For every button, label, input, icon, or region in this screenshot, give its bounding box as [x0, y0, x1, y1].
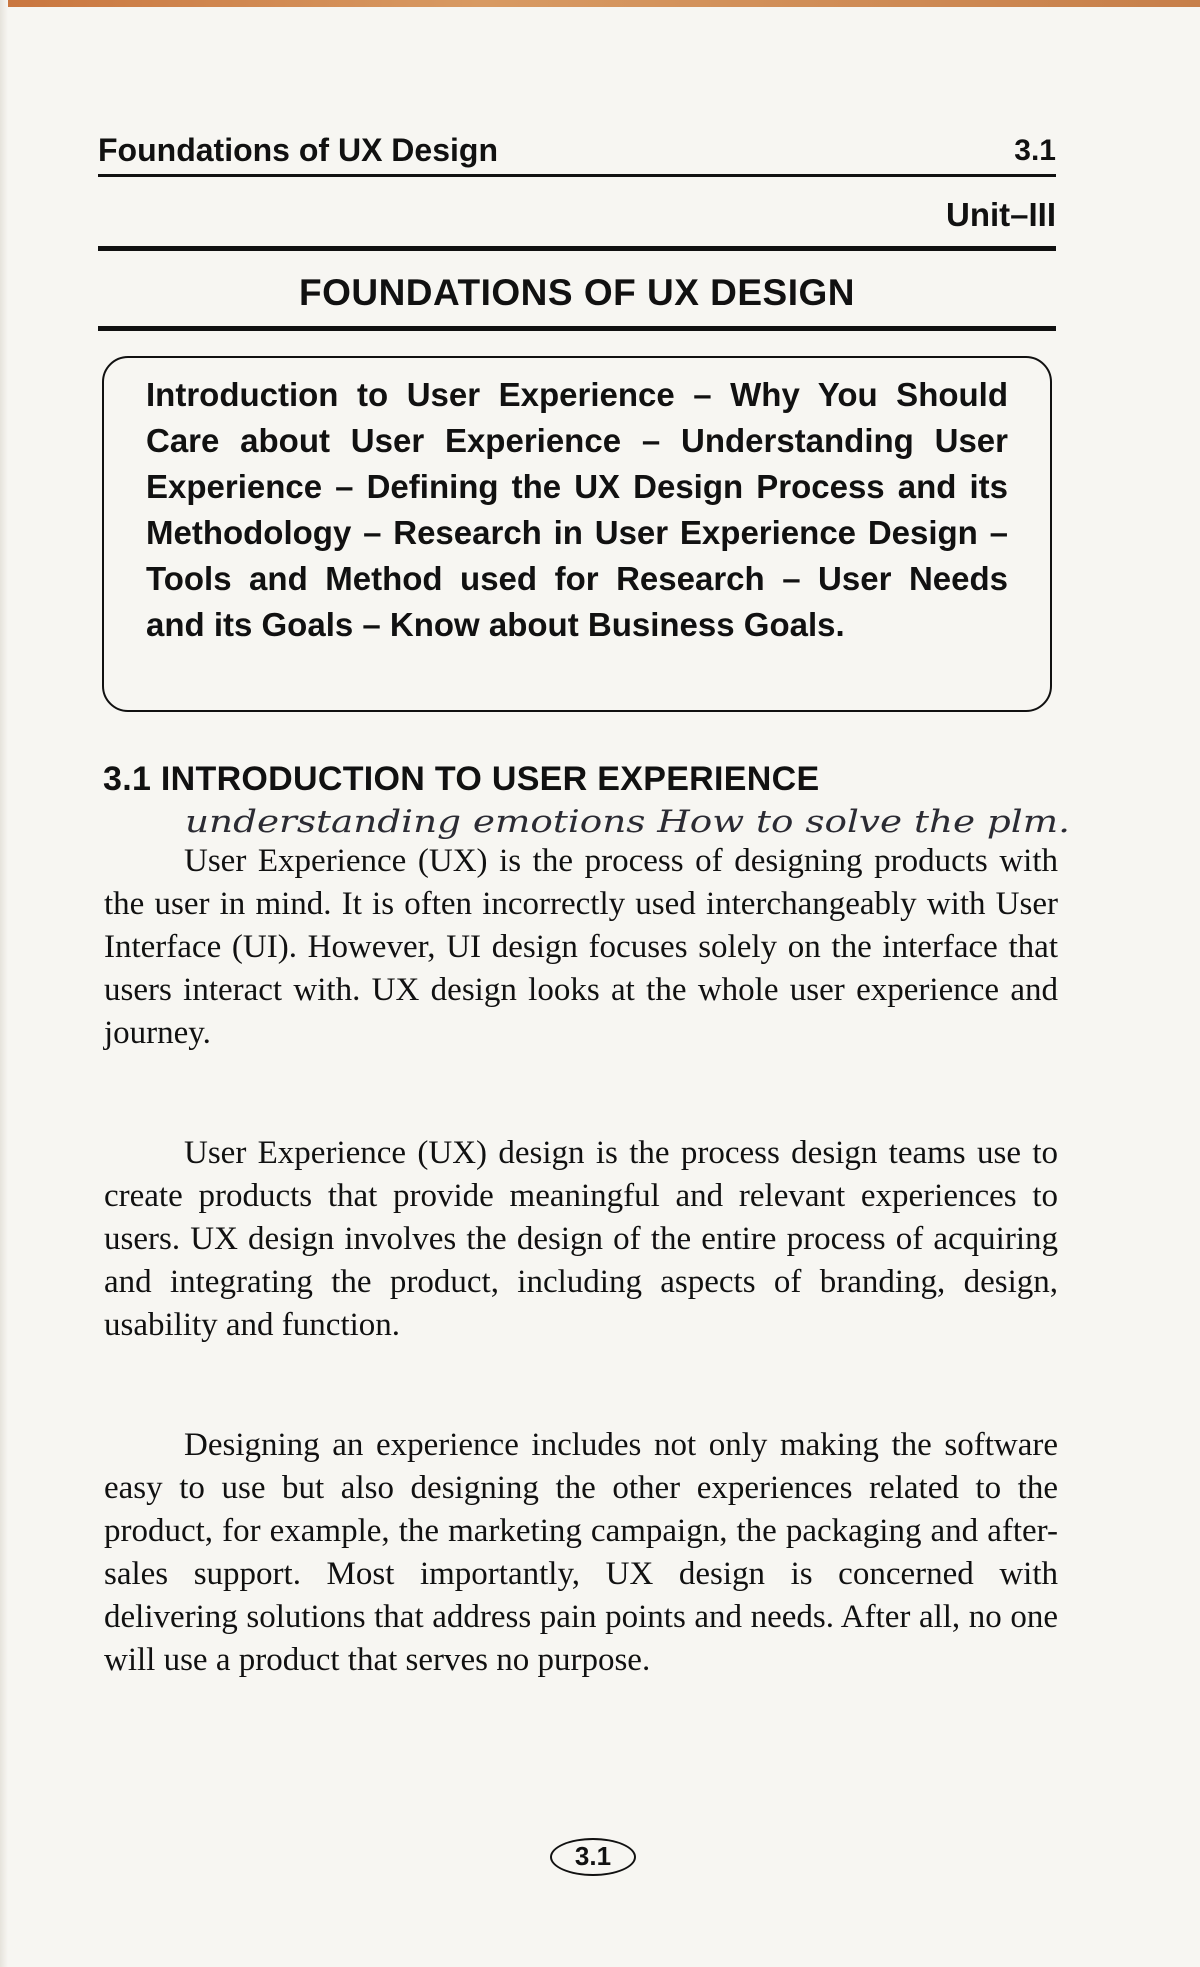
page-left-edge [0, 0, 8, 1967]
running-header-page-number: 3.1 [1014, 134, 1056, 167]
divider-top [98, 246, 1056, 251]
syllabus-text: Introduction to User Experience – Why You Should Care about User Experience – Understanding User Experience – Defining the UX Design Process and its Methodology – Research in User Experience Design – Tools and Method used for Research – User Needs and its Goals – Know about Business Goals. [146, 376, 1008, 643]
running-header [98, 128, 1056, 177]
paragraph-text: Designing an experience includes not only making the software easy to use but also designing the other experiences related to the product, for example, the marketing campaign, the packaging and after-sales support. Most importantly, UX design is concerned with delivering solutions that address pain points and needs. After all, no one will use a product that serves no purpose. [104, 1427, 1058, 1678]
divider-bottom [98, 326, 1056, 331]
body-paragraph-3 [104, 1424, 1058, 1682]
unit-label: Unit–III [945, 196, 1056, 233]
handwritten-note-text: understanding emotions How to solve the plm. [185, 804, 1070, 840]
body-paragraph-1 [104, 840, 1058, 1055]
chapter-title: FOUNDATIONS OF UX DESIGN [298, 272, 856, 313]
syllabus-box [102, 356, 1052, 712]
paragraph-text: User Experience (UX) design is the process design teams use to create products that provide meaningful and relevant experiences to users. UX design involves the design of the entire process of acquiring and integrating the product, including aspects of branding, design, usability and function. [104, 1135, 1058, 1343]
page-number-badge: 3.1 [550, 1838, 636, 1876]
paragraph-text: User Experience (UX) is the process of designing products with the user in mind. It is often incorrectly used interchangeably with User Interface (UI). However, UI design focuses solely on the interface that users interact with. UX design looks at the whole user experience and journey. [104, 843, 1058, 1051]
body-paragraph-2 [104, 1132, 1058, 1347]
running-header-title: Foundations of UX Design [98, 132, 498, 168]
page-top-edge [0, 0, 1200, 7]
section-heading: 3.1 INTRODUCTION TO USER EXPERIENCE [103, 760, 820, 798]
